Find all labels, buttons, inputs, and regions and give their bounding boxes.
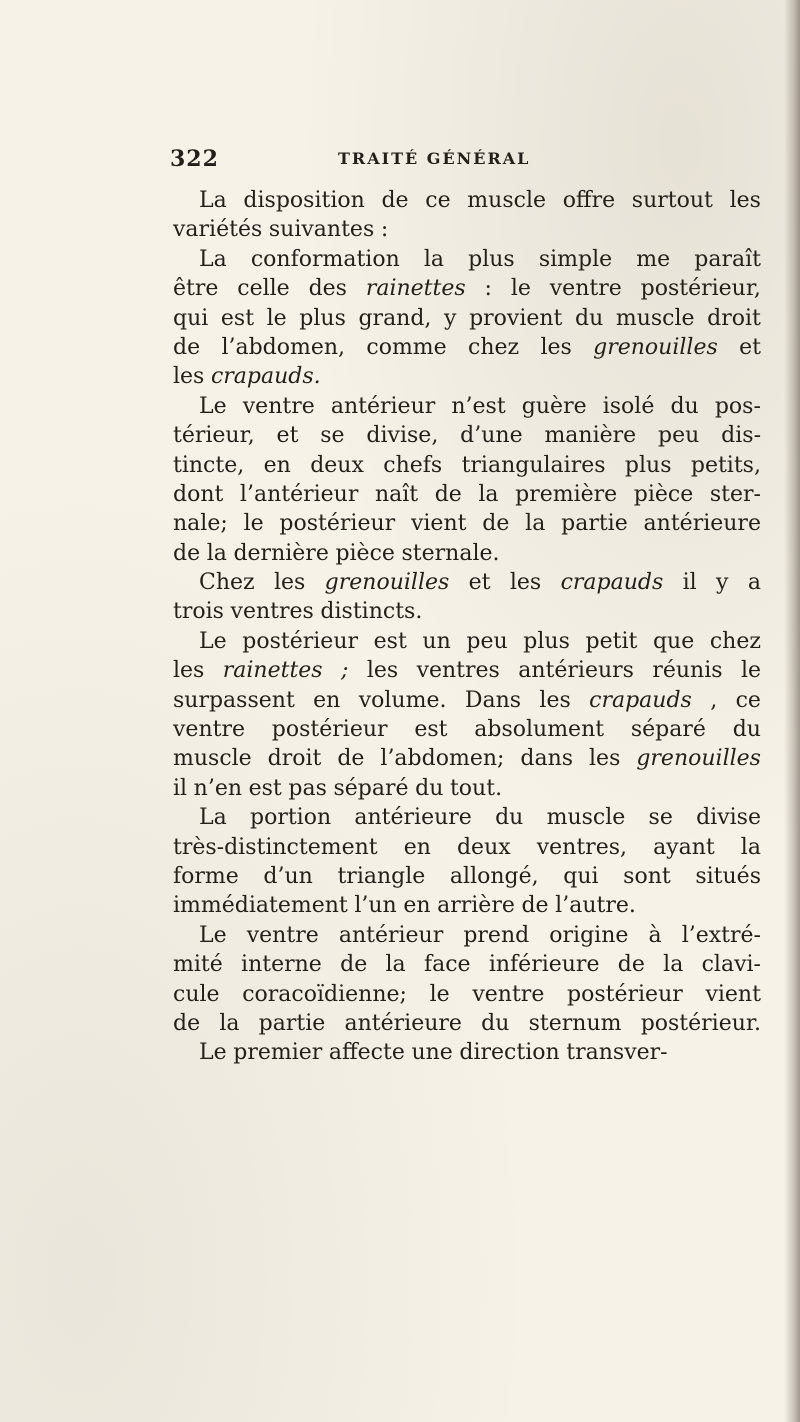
word: le xyxy=(429,981,450,1007)
word: antérieur xyxy=(338,922,444,948)
word: dans xyxy=(520,746,574,772)
italic-word: crapauds. xyxy=(210,364,321,390)
text-line xyxy=(173,656,761,685)
word: direction xyxy=(459,1040,560,1066)
word: ventre xyxy=(472,981,545,1007)
word: arrière xyxy=(437,893,515,919)
word: se xyxy=(320,423,345,449)
word: les xyxy=(273,570,306,596)
italic-word: rainettes xyxy=(365,276,466,302)
word: les xyxy=(539,687,571,713)
word: le xyxy=(740,658,761,684)
word: peu xyxy=(466,628,508,654)
body-text xyxy=(173,186,761,1068)
page-edge-shadow xyxy=(784,0,800,1422)
word: qui xyxy=(173,305,209,331)
word: ster- xyxy=(709,481,761,507)
page-header xyxy=(170,146,760,176)
word: muscle xyxy=(467,188,546,213)
word: térieur, xyxy=(173,423,255,449)
word: est xyxy=(414,717,448,743)
word: n’est xyxy=(451,393,506,419)
word: offre xyxy=(562,188,616,213)
word: mité xyxy=(173,952,223,978)
word: la xyxy=(206,540,227,566)
word: les xyxy=(729,188,761,213)
text-line xyxy=(173,539,761,568)
word: tincte, xyxy=(173,452,245,478)
word: l’extré- xyxy=(681,922,761,948)
word: l’abdomen, xyxy=(221,334,346,360)
word: la xyxy=(219,1010,240,1036)
word: le xyxy=(510,276,531,302)
word: transver- xyxy=(566,1040,668,1066)
word: les xyxy=(540,334,572,360)
word: pièce xyxy=(335,540,395,566)
word: vient xyxy=(410,511,467,537)
word: dis- xyxy=(721,423,761,449)
word: de xyxy=(337,746,365,772)
word: , xyxy=(710,687,718,713)
word: droit xyxy=(707,305,761,331)
italic-word: crapauds xyxy=(560,570,664,596)
word: Le xyxy=(199,628,227,654)
word: ventre xyxy=(242,393,315,419)
word: de xyxy=(434,481,462,507)
word: sternum xyxy=(528,1010,622,1036)
word: en xyxy=(263,452,291,478)
word: comme xyxy=(366,334,447,360)
text-line xyxy=(173,274,761,303)
word: antérieure xyxy=(643,511,761,537)
word: de xyxy=(381,188,409,213)
text-line xyxy=(173,803,761,832)
text-line xyxy=(173,362,761,391)
word: y xyxy=(716,570,729,596)
word: première xyxy=(515,481,618,507)
word: en xyxy=(403,893,431,919)
word: la xyxy=(740,834,761,860)
word: chez xyxy=(709,628,761,654)
word: : xyxy=(380,217,389,243)
word: clavi- xyxy=(701,952,761,978)
word: : xyxy=(484,276,492,302)
word: séparé xyxy=(630,717,706,743)
text-line xyxy=(173,480,761,509)
word: manière xyxy=(544,423,637,449)
text-line xyxy=(173,568,761,597)
text-line xyxy=(173,421,761,450)
word: postérieur xyxy=(567,981,683,1007)
text-line xyxy=(173,245,761,274)
text-line xyxy=(173,1038,761,1067)
text-line xyxy=(173,1009,761,1038)
text-line xyxy=(173,215,761,244)
word: n’en xyxy=(193,775,243,801)
word: est xyxy=(373,628,407,654)
word: du xyxy=(575,305,604,331)
word: Le xyxy=(199,1040,227,1066)
word: nale; xyxy=(173,511,228,537)
word: de xyxy=(340,952,368,978)
page-number: 322 xyxy=(170,146,219,172)
word: en xyxy=(313,687,341,713)
word: antérieure xyxy=(344,1010,462,1036)
word: ventre xyxy=(549,276,622,302)
word: les xyxy=(589,746,621,772)
word: du xyxy=(495,805,524,831)
text-line xyxy=(173,774,761,803)
word: du xyxy=(670,393,699,419)
word: deux xyxy=(456,834,511,860)
italic-word: grenouilles xyxy=(324,570,450,596)
word: sont xyxy=(623,863,671,889)
word: muscle xyxy=(615,305,695,331)
word: dernière xyxy=(233,540,329,566)
word: d’un xyxy=(263,863,313,889)
word: peu xyxy=(658,423,700,449)
word: de xyxy=(173,1010,201,1036)
word: antérieure xyxy=(354,805,472,831)
word: Chez xyxy=(199,570,255,596)
word: pos- xyxy=(714,393,761,419)
word: très-distinctement xyxy=(173,834,378,860)
word: de xyxy=(617,952,645,978)
word: être xyxy=(173,276,219,302)
word: postérieur. xyxy=(640,1010,761,1036)
text-line xyxy=(173,509,761,538)
word: origine xyxy=(549,922,629,948)
word: vient xyxy=(705,981,761,1007)
word: les xyxy=(509,570,542,596)
word: plus xyxy=(299,305,346,331)
word: distincts. xyxy=(320,599,423,625)
word: réunis xyxy=(652,658,723,684)
word: plus xyxy=(624,452,672,478)
text-line xyxy=(173,862,761,891)
word: deux xyxy=(310,452,364,478)
word: la xyxy=(478,481,499,507)
word: le xyxy=(266,305,287,331)
word: isolé xyxy=(602,393,655,419)
word: triangulaires xyxy=(461,452,606,478)
word: naît xyxy=(374,481,419,507)
word: disposition xyxy=(243,188,365,213)
word: à xyxy=(648,922,662,948)
word: séparé xyxy=(333,775,409,801)
word: une xyxy=(411,1040,453,1066)
word: dont xyxy=(173,481,224,507)
text-line xyxy=(173,597,761,626)
text-line xyxy=(173,744,761,773)
word: que xyxy=(652,628,695,654)
text-line xyxy=(173,451,761,480)
word: la xyxy=(385,952,406,978)
word: Dans xyxy=(464,687,522,713)
word: La xyxy=(199,246,227,272)
word: postérieur xyxy=(279,511,396,537)
word: antérieurs xyxy=(518,658,634,684)
text-line xyxy=(173,392,761,421)
text-line xyxy=(173,950,761,979)
word: ce xyxy=(425,188,451,213)
word: pièce xyxy=(633,481,694,507)
text-line xyxy=(173,686,761,715)
text-line xyxy=(173,921,761,950)
word: l’antérieur xyxy=(239,481,359,507)
text-line xyxy=(173,333,761,362)
word: interne xyxy=(241,952,322,978)
word: il xyxy=(173,775,188,801)
word: des xyxy=(308,276,347,302)
word: La xyxy=(199,188,227,213)
word: partie xyxy=(258,1010,326,1036)
word: la xyxy=(663,952,684,978)
word: l’autre. xyxy=(555,893,636,919)
word: petits, xyxy=(690,452,761,478)
word: forme xyxy=(173,863,239,889)
word: inférieure xyxy=(488,952,600,978)
word: variétés xyxy=(173,217,263,243)
word: est xyxy=(248,775,282,801)
word: chez xyxy=(468,334,520,360)
word: face xyxy=(423,952,471,978)
word: surpassent xyxy=(173,687,295,713)
word: situés xyxy=(695,863,761,889)
word: ayant xyxy=(653,834,715,860)
word: grand, xyxy=(358,305,432,331)
word: postérieur xyxy=(271,717,388,743)
word: divise, xyxy=(366,423,439,449)
word: provient xyxy=(469,305,563,331)
italic-word: crapauds xyxy=(589,687,692,713)
word: portion xyxy=(249,805,332,831)
word: il xyxy=(682,570,697,596)
word: muscle xyxy=(173,746,252,772)
word: triangle xyxy=(337,863,426,889)
word: plus xyxy=(468,246,515,272)
word: La xyxy=(199,805,227,831)
word: prend xyxy=(463,922,530,948)
word: absolument xyxy=(474,717,605,743)
word: pas xyxy=(288,775,327,801)
text-line xyxy=(173,304,761,333)
word: de xyxy=(482,511,510,537)
word: muscle xyxy=(546,805,626,831)
word: celle xyxy=(237,276,290,302)
word: Le xyxy=(199,393,227,419)
word: un xyxy=(422,628,451,654)
word: et xyxy=(468,570,491,596)
word: simple xyxy=(538,246,613,272)
word: ventre xyxy=(246,922,319,948)
word: sternale. xyxy=(401,540,500,566)
italic-word: grenouilles xyxy=(593,334,718,360)
text-line xyxy=(173,980,761,1009)
word: la xyxy=(423,246,445,272)
word: cule xyxy=(173,981,220,1007)
word: chefs xyxy=(383,452,443,478)
word: qui xyxy=(563,863,599,889)
word: de xyxy=(173,540,201,566)
word: petit xyxy=(585,628,638,654)
word: droit xyxy=(267,746,322,772)
word: ventre xyxy=(173,717,245,743)
word: plus xyxy=(523,628,570,654)
italic-word: grenouilles xyxy=(636,746,761,772)
word: et xyxy=(276,423,299,449)
word: le xyxy=(243,511,264,537)
word: antérieur xyxy=(330,393,436,419)
word: divise xyxy=(696,805,761,831)
word: la xyxy=(525,511,546,537)
word: du xyxy=(732,717,761,743)
word: est xyxy=(220,305,255,331)
running-head: TRAITÉ GÉNÉRAL xyxy=(338,149,531,168)
word: ventres xyxy=(230,599,314,625)
word: en xyxy=(403,834,431,860)
word: coracoïdienne; xyxy=(242,981,407,1007)
word: l’abdomen; xyxy=(380,746,505,772)
word: immédiatement xyxy=(173,893,348,919)
word: l’un xyxy=(354,893,397,919)
word: premier xyxy=(233,1040,323,1066)
word: y xyxy=(444,305,457,331)
word: me xyxy=(636,246,671,272)
word: paraît xyxy=(694,246,761,272)
text-line xyxy=(173,891,761,920)
word: se xyxy=(648,805,673,831)
word: postérieur xyxy=(242,628,359,654)
word: surtout xyxy=(631,188,713,213)
text-line xyxy=(173,186,761,215)
italic-word: rainettes xyxy=(222,658,323,684)
word: tout. xyxy=(449,775,503,801)
word: de xyxy=(173,334,201,360)
text-line xyxy=(173,833,761,862)
word: guère xyxy=(521,393,587,419)
word: partie xyxy=(561,511,628,537)
italic-word: ; xyxy=(341,658,349,684)
word: ventres xyxy=(416,658,500,684)
word: suivantes xyxy=(268,217,375,243)
word: conformation xyxy=(250,246,400,272)
word: Le xyxy=(199,922,227,948)
word: les xyxy=(173,364,205,390)
word: allongé, xyxy=(449,863,539,889)
word: ce xyxy=(735,687,761,713)
word: ventres, xyxy=(536,834,627,860)
word: d’une xyxy=(460,423,523,449)
text-line xyxy=(173,627,761,656)
word: postérieur, xyxy=(640,276,761,302)
word: affecte xyxy=(328,1040,405,1066)
word: du xyxy=(415,775,444,801)
word: et xyxy=(739,334,761,360)
word: a xyxy=(747,570,761,596)
word: du xyxy=(481,1010,510,1036)
word: de xyxy=(521,893,549,919)
word: les xyxy=(366,658,399,684)
text-line xyxy=(173,715,761,744)
word: les xyxy=(173,658,205,684)
word: volume. xyxy=(358,687,447,713)
word: trois xyxy=(173,599,224,625)
